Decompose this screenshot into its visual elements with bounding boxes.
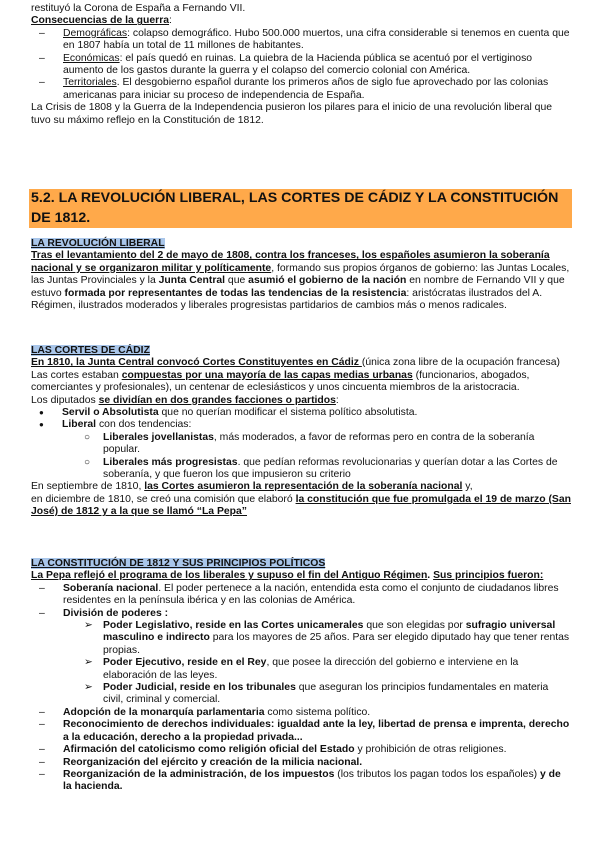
cortes-p2 [31,370,571,395]
text-bold: asumió el gobierno de la nación [248,275,407,287]
text-run: con dos tendencias: [96,419,192,431]
text-run: , formando sus propios órganos de gobierno: las Juntas Locales, las Juntas Provinciales y la [31,262,570,287]
text-run: En septiembre de 1810, [31,481,145,493]
revolucion-heading: LA REVOLUCIÓN LIBERAL [31,238,165,249]
principle-item [31,744,571,756]
text-bold: y de la hacienda. [63,768,561,793]
text-run: (los tributos los pagan todos los españoles) [334,768,540,780]
power-item [31,682,571,707]
text-run: que son elegidas por [363,620,466,632]
constitucion-heading: LA CONSTITUCIÓN DE 1812 Y SUS PRINCIPIOS POLÍTICOS [31,558,326,569]
text-run: , más moderados, a favor de reformas pero en contra de la soberanía popular. [103,431,535,456]
text-bold: Soberanía nacional [63,582,159,594]
text-bold: Afirmación del catolicismo como religión oficial del Estado [63,744,355,756]
faction-servil [31,407,571,419]
principle-item [31,707,571,719]
power-item [31,657,571,682]
text-run: : aristócratas ilustrados del A. Régimen, ilustrados moderados y liberales progresistas partidarios de cambios más o menos radicales. [31,287,543,312]
text-run: . El poder pertenece a la nación, entendida esta como el conjunto de ciudadanos libres residentes en la península ibérica y en las colonias de América. [63,582,559,607]
text-run: que [225,275,249,287]
factions-list [31,407,571,481]
constitucion-intro [31,570,571,582]
consequence-item [31,77,571,102]
power-item [31,620,571,657]
text-run: Las cortes estaban [31,369,122,381]
constitucion-block [31,558,571,794]
text-bold: Poder Ejecutivo, reside en el Rey [103,657,267,669]
consequence-text: : colapso demográfico. Hubo 500.000 muertos, una cifra considerable si tenemos en cuenta que en 1807 había un total de 11 millones de habitantes. [63,27,570,52]
text-run: como sistema político. [264,706,371,718]
text-run: . que pedían reformas revolucionarias y querían dotar a las Cortes de soberanía, y que fueron los que impusieron su criterio [103,456,558,481]
cortes-p1 [31,357,571,369]
text-bold: Servil o Absolutista [62,407,159,419]
cortes-p5 [31,494,571,519]
section-title: 5.2. LA REVOLUCIÓN LIBERAL, LAS CORTES DE CÁDIZ Y LA CONSTITUCIÓN DE 1812. [29,189,572,228]
liberal-tendency [31,432,571,457]
intro-line: restituyó la Corona de España a Fernando VII. [31,3,246,14]
text-run: : [335,394,339,406]
revolucion-bold: Tras el levantamiento del 2 de mayo de 1808, contra los franceses, los españoles asumieron la soberanía nacional y se organizaron militar y políticamente [31,250,550,274]
consequence-label: Económicas [63,52,120,64]
text-run: (funcionarios, abogados, comerciantes y profesionales), un centenar de eclesiásticos y unos cincuenta miembros de la aristocracia. [31,369,530,394]
liberal-tendency [31,457,571,482]
text-run: que aseguran los principios fundamentales en materia civil, criminal y comercial. [103,682,549,706]
text-bold: La Pepa reflejó el programa de los liberales y supuso el fin del Antiguo Régimen [31,570,428,582]
text-bold: sufragio universal masculino e indirecto [103,620,556,644]
principles-list [31,583,571,794]
consequence-item [31,28,571,53]
text-bold: Reorganización del ejército y creación de la milicia nacional. [63,756,363,768]
text-run: Los diputados [31,394,99,406]
text-run: en diciembre de 1810, se creó una comisión que elaboró [31,493,296,505]
consequence-label: Territoriales [63,77,117,89]
text-run: que no querían modificar el sistema político absolutista. [158,407,418,419]
text-bold: Reorganización de la administración, de los impuestos [63,768,335,780]
text-run: . [427,570,434,582]
intro-closing: La Crisis de 1808 y la Guerra de la Independencia pusieron los pilares para el inicio de una revolución liberal que tuvo su máximo reflejo en la Constitución de 1812. [31,102,553,126]
text-run: y, [462,481,473,493]
text-bold: se dividían en dos grandes facciones o partidos [98,394,336,406]
text-bold: Sus principios fueron: [433,570,544,582]
consequences-heading: Consecuencias de la guerra [31,15,170,27]
text-bold: Adopción de la monarquía parlamentaria [63,706,265,718]
cortes-p3 [31,395,571,407]
consequences-list [31,28,571,102]
text-run: y prohibición de otras religiones. [354,744,507,756]
text-bold: División de poderes : [63,607,169,619]
text-bold: Poder Legislativo, reside en las Cortes unicamerales [103,620,364,632]
text-bold: formada por representantes de todas las tendencias de la resistencia [64,287,407,299]
text-bold: Reconocimiento de derechos individuales: igualdad ante la ley, libertad de prensa e imprenta, derecho a la educación, derecho a la propiedad privada... [63,719,570,743]
text-run: para los mayores de 25 años. Para ser elegido diputado hay que tener rentas propias. [103,632,570,656]
text-bold: Liberales más progresistas [103,456,238,468]
revolucion-paragraph [31,250,571,312]
text-bold: Liberales jovellanistas [103,431,214,443]
text-bold: la constitución que fue promulgada el 19 de marzo (San José) de 1812 y a la que se llamó “La Pepa” [31,493,571,518]
consequence-label: Demográficas [63,27,128,39]
text-bold: compuestas por una mayoría de las capas medias urbanas [121,369,413,381]
cortes-heading: LAS CORTES DE CÁDIZ [31,345,150,356]
text-bold: las Cortes asumieron la representación de la soberanía nacional [144,481,463,493]
revolucion-block [31,238,571,312]
intro-block [31,3,571,127]
cortes-p4 [31,481,571,493]
faction-liberal [31,419,571,431]
text-run: (única zona libre de la ocupación francesa) [361,357,560,369]
text-run: en nombre de Fernando VII y que estuvo [31,275,565,299]
consequences-heading-line: Consecuencias de la guerra: [31,15,172,27]
text-bold: Liberal [62,419,97,431]
junta-central: Junta Central [158,275,226,287]
principle-item [31,769,571,794]
text-bold: En 1810, la Junta Central convocó Cortes Constituyentes en Cádiz [31,357,362,369]
principle-item [31,719,571,744]
principle-item [31,608,571,620]
text-bold: Poder Judicial, reside en los tribunales [103,682,296,694]
consequence-item [31,53,571,78]
principle-item [31,583,571,608]
cortes-block [31,345,571,519]
text-run: , que posee la dirección del gobierno e interviene en la elaboración de las leyes. [103,657,519,681]
principle-item [31,757,571,769]
consequence-text: : el país quedó en ruinas. La quiebra de la Hacienda pública se acentuó por el vertiginoso aumento de los gastos durante la guerra y el colapso del comercio colonial con América. [63,52,533,77]
consequence-text: . El desgobierno español durante los primeros años de siglo fue aprovechado por las colonias americanas para iniciar su proceso de independencia de España. [63,77,549,101]
